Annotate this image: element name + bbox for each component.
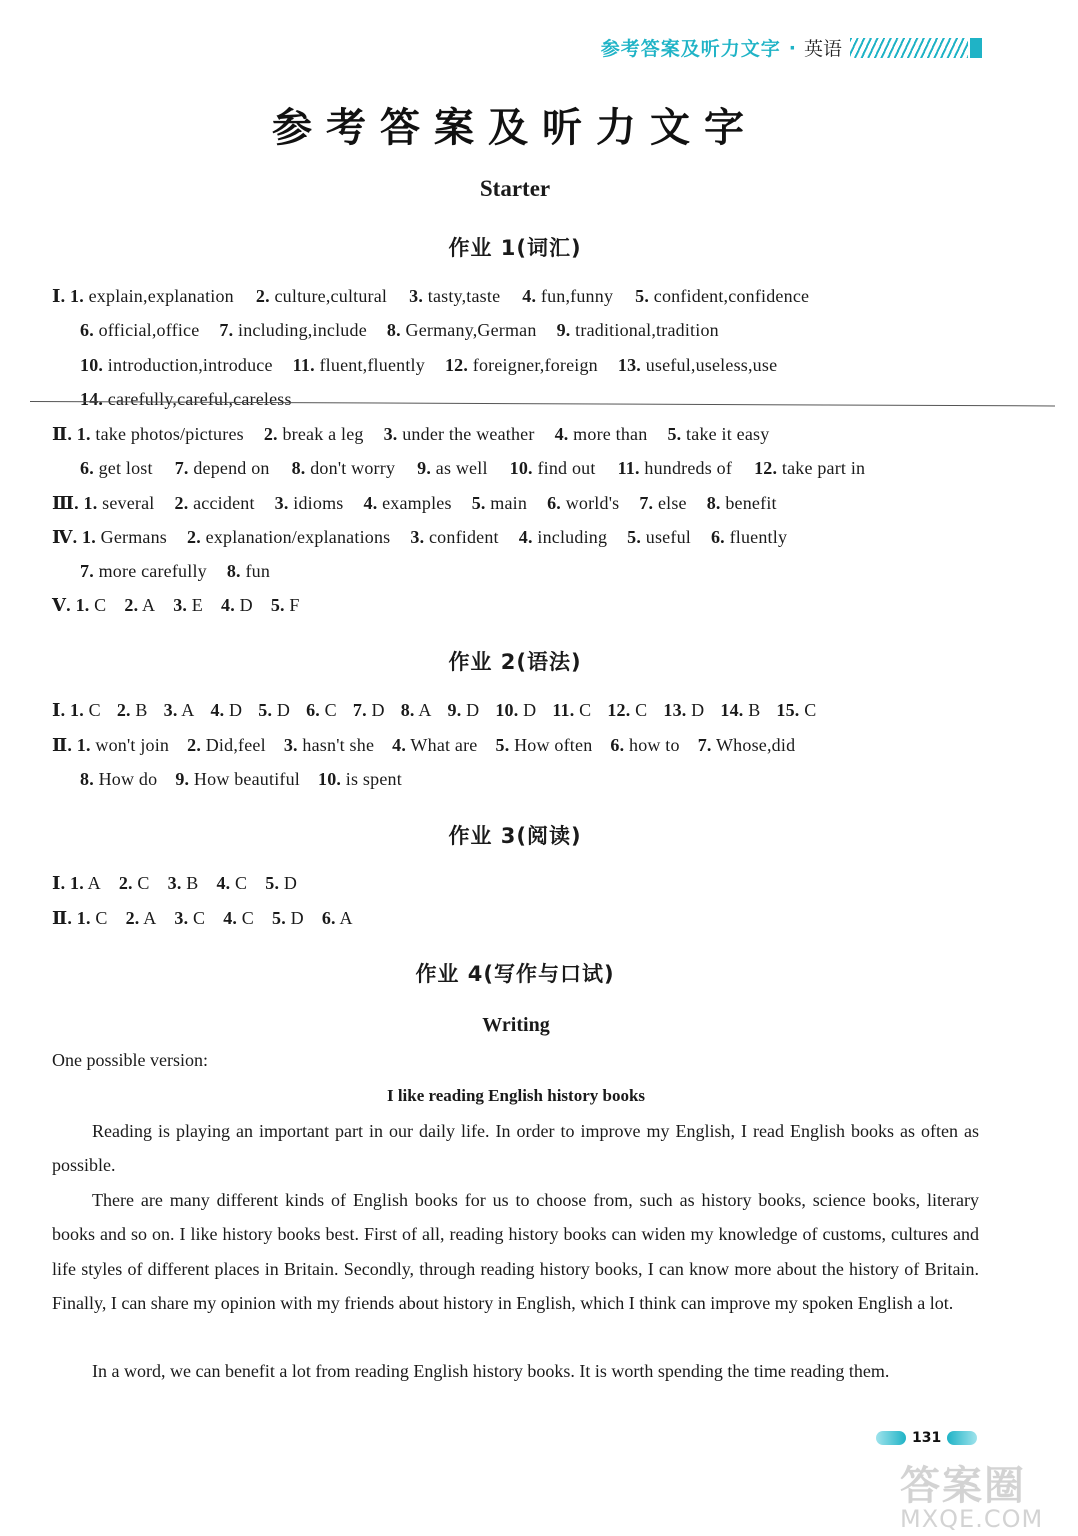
answer-item (219, 320, 366, 340)
answer-text: F (284, 595, 300, 615)
answer-number: 2. (187, 735, 202, 755)
answer-item (173, 595, 203, 615)
header-block-decoration (970, 38, 982, 58)
answer-text: culture,cultural (269, 286, 388, 306)
answer-item (80, 320, 199, 340)
answer-number: 5. (258, 700, 273, 720)
writing-subtitle: Writing (482, 1014, 550, 1036)
answer-number: 3. (163, 700, 178, 720)
answer-item (495, 700, 536, 720)
answer-item (284, 735, 374, 755)
answer-number: Ⅲ. 1. (52, 493, 98, 513)
answer-number: 14. (80, 389, 104, 409)
answer-number: 5. (627, 527, 642, 547)
answer-number: 2. (187, 527, 201, 547)
answer-text: Whose,did (711, 735, 796, 755)
answer-text: A (138, 595, 156, 615)
answer-text: foreigner,foreign (468, 355, 598, 375)
answer-item (80, 458, 153, 478)
essay-title: I like reading English history books (386, 1086, 646, 1105)
essay-intro: One possible version: (52, 1050, 208, 1070)
answer-item (175, 769, 300, 789)
hw3-heading: 作业 3(阅读) (448, 824, 582, 848)
pill-decoration (947, 1431, 977, 1445)
answer-line (52, 595, 300, 616)
answer-item (265, 873, 297, 893)
answer-item (52, 424, 244, 444)
answer-text: get lost (93, 458, 153, 478)
answer-number: 3. (410, 527, 425, 547)
header-dot: · (788, 36, 796, 59)
answer-number: 6. (610, 735, 625, 755)
answer-item (322, 908, 353, 928)
answer-number: 5. (471, 493, 486, 513)
answer-number: 4. (518, 527, 533, 547)
answer-number: 3. (174, 908, 189, 928)
answer-item (510, 458, 596, 478)
answer-number: 5. (495, 735, 510, 755)
answer-text: D (686, 700, 705, 720)
answer-number: 3. (409, 286, 424, 306)
answer-item (258, 700, 290, 720)
answer-line (80, 561, 270, 582)
answer-text: fluent,fluently (314, 355, 425, 375)
answer-item (52, 700, 101, 720)
answer-text: D (224, 700, 243, 720)
answer-number: 3. (173, 595, 188, 615)
answer-text: explanation/explanations (200, 527, 391, 547)
page-title: 参考答案及听力文字 (272, 105, 758, 151)
answer-item (496, 735, 593, 755)
watermark-logo (900, 1463, 1070, 1533)
answer-item (168, 873, 199, 893)
answer-item (80, 561, 207, 581)
answer-line (80, 769, 402, 790)
answer-item (126, 908, 157, 928)
answer-item (610, 735, 679, 755)
answer-item (318, 769, 402, 789)
answer-item (119, 873, 150, 893)
answer-number: Ⅰ. 1. (52, 873, 84, 893)
answer-text: carefully,careful,careless (103, 389, 292, 409)
answer-text: What are (406, 735, 478, 755)
answer-item (557, 320, 719, 340)
answer-number: 3. (283, 735, 298, 755)
answer-line (80, 355, 777, 376)
answer-number: 4. (554, 424, 569, 444)
answer-number: 12. (444, 355, 469, 375)
answer-item (384, 424, 535, 444)
answer-text: C (188, 908, 206, 928)
answer-line (52, 908, 353, 929)
answer-text: confident,confidence (649, 286, 810, 306)
answer-number: Ⅴ. 1. (52, 595, 90, 615)
answer-number: 2. (124, 595, 139, 615)
header-subject: 英语 (803, 38, 842, 60)
answer-number: 2. (263, 424, 278, 444)
answer-text: main (485, 493, 528, 513)
answer-item (256, 286, 387, 306)
answer-text: B (130, 700, 148, 720)
answer-text: confident (424, 527, 499, 547)
answer-item (223, 908, 254, 928)
answer-text: depend on (188, 458, 270, 478)
answer-text: D (279, 873, 298, 893)
answer-number: 8. (226, 561, 241, 581)
answer-text: more than (568, 424, 648, 444)
answer-number: 9. (175, 769, 190, 789)
answer-number: 3. (274, 493, 289, 513)
answer-number: 6. (321, 908, 336, 928)
answer-item (711, 527, 787, 547)
answer-item (353, 700, 385, 720)
answer-item (720, 700, 760, 720)
answer-text: C (319, 700, 337, 720)
answer-item (187, 527, 390, 547)
answer-text: B (743, 700, 761, 720)
answer-number: 7. (352, 700, 367, 720)
answer-item (124, 595, 155, 615)
answer-item (117, 700, 148, 720)
answer-text: tasty,taste (423, 286, 501, 306)
answer-number: 4. (210, 700, 225, 720)
answer-number: 4. (392, 735, 407, 755)
answer-item (445, 355, 598, 375)
essay-paragraph: Reading is playing an important part in our daily life. In order to improve my English, I read English books as often as possible. (52, 1121, 979, 1176)
essay-paragraph: In a word, we can benefit a lot from reading English history books. It is worth spending the time reading them. (92, 1361, 890, 1381)
answer-item (639, 493, 686, 513)
answer-text: including (532, 527, 608, 547)
answer-number: 4. (522, 286, 537, 306)
answer-text: C (83, 700, 101, 720)
answer-item (221, 595, 253, 615)
answer-number: 2. (116, 700, 131, 720)
answer-item (627, 527, 691, 547)
answer-number: 8. (400, 700, 415, 720)
answer-item (401, 700, 432, 720)
answer-item (392, 735, 477, 755)
answer-number: 15. (776, 700, 800, 720)
answer-item (306, 700, 337, 720)
answer-text: A (335, 908, 353, 928)
answer-number: 2. (174, 493, 189, 513)
answer-text: C (237, 908, 255, 928)
answer-item (175, 458, 270, 478)
answer-number: 6. (80, 320, 94, 340)
answer-text: Germany,German (400, 320, 537, 340)
hw4-heading: 作业 4(写作与口试) (415, 962, 615, 986)
answer-text: idioms (288, 493, 344, 513)
pill-decoration (876, 1431, 906, 1445)
answer-text: A (83, 873, 101, 893)
answer-number: 5. (272, 908, 286, 928)
answer-item (52, 527, 167, 547)
answer-text: C (230, 873, 248, 893)
answer-number: Ⅱ. 1. (52, 735, 91, 755)
answer-text: D (518, 700, 537, 720)
answer-item (52, 493, 155, 513)
answer-text: A (139, 908, 157, 928)
answer-text: under the weather (397, 424, 535, 444)
answer-number: Ⅰ. 1. (52, 700, 84, 720)
answer-text: else (653, 493, 687, 513)
answer-text: world's (561, 493, 620, 513)
answer-number: 2. (255, 286, 270, 306)
answer-text: useful,useless,use (641, 355, 778, 375)
answer-text: fun,funny (536, 286, 614, 306)
answer-number: 9. (417, 458, 432, 478)
answer-text: benefit (720, 493, 777, 513)
answer-text: take part in (777, 458, 866, 478)
answer-item (387, 320, 537, 340)
answer-line (52, 873, 297, 894)
answer-item (547, 493, 619, 513)
answer-number: 8. (386, 320, 401, 340)
answer-number: 11. (292, 355, 315, 375)
answer-item (52, 286, 234, 306)
answer-text: break a leg (277, 424, 364, 444)
answer-text: examples (377, 493, 452, 513)
answer-item (174, 908, 205, 928)
answer-text: Did,feel (201, 735, 266, 755)
answer-item (618, 458, 733, 478)
answer-text: How do (93, 769, 158, 789)
answer-text: useful (641, 527, 691, 547)
page-number: 131 (912, 1430, 942, 1446)
answer-text: C (132, 873, 150, 893)
answer-item (448, 700, 480, 720)
answer-item (607, 700, 647, 720)
answer-text: A (414, 700, 432, 720)
answer-text: fluently (724, 527, 788, 547)
watermark-top: 答案圈 (900, 1463, 1026, 1509)
answer-text: several (97, 493, 155, 513)
answer-item (80, 769, 157, 789)
answer-text: B (181, 873, 199, 893)
answer-text: hundreds of (639, 458, 733, 478)
answer-number: 8. (706, 493, 721, 513)
answer-text: D (234, 595, 253, 615)
answer-line (80, 458, 865, 479)
answer-number: 2. (118, 873, 133, 893)
header-hatch-decoration (850, 38, 968, 58)
running-header (601, 34, 982, 61)
answer-number: 7. (80, 561, 94, 581)
answer-number: 5. (265, 873, 280, 893)
answer-number: 6. (547, 493, 561, 513)
answer-item (618, 355, 777, 375)
answer-item (409, 286, 500, 306)
answer-line (52, 735, 795, 756)
answer-text: How beautiful (189, 769, 300, 789)
answer-number: 10. (318, 769, 342, 789)
answer-item (519, 527, 607, 547)
answer-text: official,office (93, 320, 200, 340)
answer-item (776, 700, 816, 720)
answer-line (80, 320, 719, 341)
answer-line (52, 493, 777, 514)
answer-number: 12. (754, 458, 778, 478)
answer-item (264, 424, 364, 444)
answer-line (52, 527, 787, 548)
answer-item (52, 873, 101, 893)
answer-number: 8. (291, 458, 306, 478)
answer-item (216, 873, 247, 893)
answer-number: 13. (617, 355, 641, 375)
answer-item (707, 493, 777, 513)
answer-line (80, 389, 292, 410)
answer-item (293, 355, 425, 375)
answer-item (292, 458, 396, 478)
answer-text: is spent (341, 769, 402, 789)
answer-text: hasn't she (297, 735, 375, 755)
answer-number: 4. (363, 493, 378, 513)
answer-item (364, 493, 452, 513)
answer-text: as well (431, 458, 488, 478)
answer-text: C (574, 700, 592, 720)
answer-text: explain,explanation (83, 286, 234, 306)
hw2-heading: 作业 2(语法) (448, 650, 582, 674)
answer-item (552, 700, 591, 720)
answer-text: D (366, 700, 385, 720)
answer-text: won't join (90, 735, 170, 755)
answer-text: C (89, 595, 107, 615)
answer-number: 13. (663, 700, 687, 720)
answer-item (210, 700, 242, 720)
answer-number: Ⅱ. 1. (52, 908, 91, 928)
answer-item (187, 735, 266, 755)
answer-number: Ⅱ. 1. (52, 424, 91, 444)
answer-item (272, 908, 304, 928)
answer-item (80, 389, 292, 409)
answer-text: How often (509, 735, 593, 755)
answer-number: 11. (552, 700, 575, 720)
answer-item (410, 527, 498, 547)
answer-item (417, 458, 488, 478)
answer-number: 10. (495, 700, 519, 720)
page-number-badge (876, 1430, 977, 1446)
answer-item (52, 595, 106, 615)
answer-line (52, 286, 809, 307)
answer-text: take photos/pictures (90, 424, 244, 444)
answer-number: 6. (306, 700, 320, 720)
unit-heading: Starter (479, 176, 551, 201)
answer-line (52, 424, 769, 445)
answer-number: 10. (80, 355, 104, 375)
answer-text: C (90, 908, 108, 928)
answer-text: fun (240, 561, 271, 581)
answer-text: including,include (233, 320, 367, 340)
header-title: 参考答案及听力文字 (600, 38, 781, 60)
answer-line (52, 700, 816, 721)
answer-item (175, 493, 255, 513)
answer-number: 11. (617, 458, 640, 478)
answer-text: A (177, 700, 195, 720)
answer-number: 2. (125, 908, 140, 928)
answer-text: D (272, 700, 291, 720)
answer-number: 9. (556, 320, 571, 340)
answer-number: 3. (383, 424, 398, 444)
answer-text: Germans (95, 527, 168, 547)
answer-text: D (285, 908, 304, 928)
answer-number: 9. (447, 700, 462, 720)
answer-number: Ⅰ. 1. (52, 286, 84, 306)
answer-text: E (187, 595, 203, 615)
answer-text: C (630, 700, 648, 720)
answer-number: 12. (607, 700, 631, 720)
answer-number: 7. (219, 320, 234, 340)
answer-number: 5. (270, 595, 285, 615)
answer-item (635, 286, 809, 306)
answer-number: 3. (167, 873, 182, 893)
answer-number: Ⅳ. 1. (52, 527, 96, 547)
essay-paragraph: There are many different kinds of English books for us to choose from, such as history books, science books, literary books and so on. I like history books best. First of all, reading history books can widen my knowledge of customs, cultures and life styles of different places in Britain. Secondly, through reading history books, I can know more about the history of Britain. Finally, I can share my opinion with my friends about history in English, which I think can improve my spoken English a lot. (52, 1190, 979, 1313)
answer-text: find out (532, 458, 596, 478)
answer-item (522, 286, 613, 306)
answer-text: accident (188, 493, 255, 513)
answer-item (227, 561, 270, 581)
answer-item (271, 595, 300, 615)
hw1-heading: 作业 1(词汇) (448, 236, 582, 260)
answer-number: 14. (720, 700, 744, 720)
answer-number: 10. (509, 458, 533, 478)
answer-number: 6. (710, 527, 725, 547)
answer-number: 5. (635, 286, 650, 306)
answer-item (754, 458, 865, 478)
answer-text: don't worry (305, 458, 396, 478)
watermark-bottom: MXQE.COM (900, 1505, 1044, 1533)
answer-item (80, 355, 273, 375)
answer-text: introduction,introduce (103, 355, 273, 375)
answer-item (164, 700, 195, 720)
answer-item (698, 735, 796, 755)
answer-item (663, 700, 704, 720)
answer-number: 8. (80, 769, 94, 789)
answer-number: 7. (639, 493, 654, 513)
answer-item (275, 493, 344, 513)
answer-number: 4. (221, 595, 235, 615)
answer-number: 7. (697, 735, 712, 755)
answer-item (52, 735, 169, 755)
answer-number: 5. (667, 424, 682, 444)
answer-item (555, 424, 648, 444)
answer-number: 4. (216, 873, 231, 893)
answer-item (52, 908, 108, 928)
answer-item (472, 493, 527, 513)
answer-number: 4. (223, 908, 238, 928)
answer-number: 7. (174, 458, 189, 478)
answer-text: take it easy (681, 424, 770, 444)
answer-text: C (799, 700, 817, 720)
answer-number: 6. (80, 458, 94, 478)
answer-text: more carefully (93, 561, 207, 581)
answer-text: traditional,tradition (570, 320, 719, 340)
answer-item (667, 424, 769, 444)
answer-text: how to (624, 735, 680, 755)
answer-text: D (461, 700, 480, 720)
